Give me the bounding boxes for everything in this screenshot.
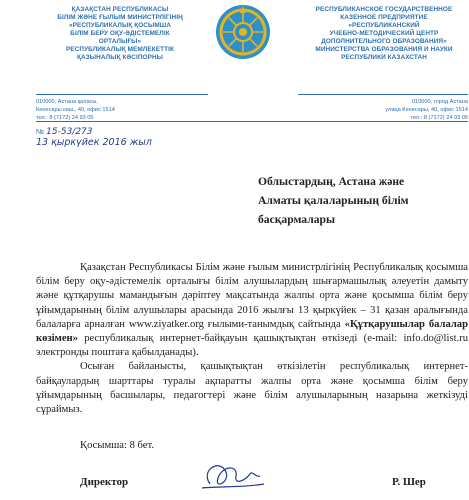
org-name-line: ОРТАЛЫҒЫ» <box>98 38 142 45</box>
address-line: улица Кенесары, 40, офис 1514 <box>385 107 468 113</box>
org-name-kazakh <box>36 6 204 62</box>
address-line: тел.: 8 (7172) 24 93 05 <box>410 115 468 121</box>
appendix-note: Қосымша: 8 бет. <box>80 440 154 451</box>
handwritten-signature <box>190 450 270 498</box>
addressee-block <box>258 172 468 229</box>
registration-date: 13 қыркүйек 2016 жыл <box>36 137 152 148</box>
registration-number-value: 15-53/273 <box>46 127 93 137</box>
org-name-line: ДОПОЛНИТЕЛЬНОГО ОБРАЗОВАНИЯ» <box>321 38 447 45</box>
org-name-line: БІЛІМ БЕРУ ОҚУ-ӘДІСТЕМЕЛІК <box>70 30 170 37</box>
body-paragraph: Осыған байланысты, қашықтықтан өткізілетін республикалық интернет-байқаулардың шарттары туралы ақпаратты жалпы орта және қосымша білім беру ұйымдарының басшылары, педагогтері және білім алушыларының назарына жеткізуді сұраймыз. <box>36 361 468 416</box>
addressee-line: басқармалары <box>258 213 336 226</box>
addressee-line: Алматы қалаларының білім <box>258 194 409 207</box>
header-divider <box>36 121 468 122</box>
signatory-title: Директор <box>80 476 129 488</box>
address-line: тел.: 8 (7172) 24 93 05 <box>36 115 94 121</box>
org-name-line: РЕСПУБЛИКАНСКОЕ ГОСУДАРСТВЕННОЕ <box>315 6 453 13</box>
header-divider-right <box>298 94 468 95</box>
letter-body <box>36 261 468 417</box>
registration-number <box>36 127 93 137</box>
state-emblem-icon <box>215 4 271 60</box>
address-kazakh <box>36 98 176 122</box>
addressee-line: Облыстардың, Астана және <box>258 175 405 188</box>
body-text-segment: Қазақстан Республикасы Білім және ғылым министрлігінің Республикалық қосымша білім беру оқу-әдістемелік орталығы білім алушылардың шығармашылық әлеуетін дамыту және құтқарушы мамандығын дәріптеу мақсатында жалпы орта және қосымша білім беру ұйымдарының білім алушылары арасында 2016 жылғы 13 қыркүйек – 31 қазан аралығында балаларға арналған www.ziyatker.org ғылыми-танымдық сайтында <box>36 262 468 330</box>
org-name-line: ҚАЗАҚСТАН РЕСПУБЛИКАСЫ <box>71 6 169 13</box>
org-name-line: «РЕСПУБЛИКАЛЫҚ ҚОСЫМША <box>68 22 172 29</box>
org-name-line: УЧЕБНО-МЕТОДИЧЕСКИЙ ЦЕНТР <box>329 30 439 37</box>
number-sign: № <box>36 127 45 136</box>
address-line: 010000, город Астана <box>411 99 468 105</box>
address-russian <box>300 98 468 122</box>
header-divider-left <box>36 94 208 95</box>
address-line: Кенесары көш., 40, офис 1514 <box>36 107 115 113</box>
signatory-name: Р. Шер <box>392 476 426 488</box>
contest-name: «Құтқарушылар балалар көзімен» <box>36 318 468 345</box>
body-text-segment: республикалық интернет-байқауын қашықтықтан өткізеді (e-mail: info.do@list.ru электронды поштаға қабылданады). <box>36 333 468 359</box>
body-paragraph <box>36 261 468 360</box>
org-name-line: БІЛІМ ЖӘНЕ ҒЫЛЫМ МИНИСТРЛІГІНІҢ <box>57 14 183 21</box>
org-name-line: РЕСПУБЛИКАЛЫҚ МЕМЛЕКЕТТІК <box>65 46 175 53</box>
org-name-line: «РЕСПУБЛИКАНСКИЙ <box>348 22 420 29</box>
org-name-line: РЕСПУБЛИКИ КАЗАХСТАН <box>341 54 427 61</box>
org-name-line: ҚАЗЫНАЛЫҚ КӘСІПОРНЫ <box>76 54 164 61</box>
org-name-russian <box>300 6 468 62</box>
org-name-line: МИНИСТЕРСТВА ОБРАЗОВАНИЯ И НАУКИ <box>315 46 453 53</box>
address-line: 010000, Астана қаласы, <box>36 99 98 105</box>
org-name-line: КАЗЕННОЕ ПРЕДПРИЯТИЕ <box>340 14 428 21</box>
